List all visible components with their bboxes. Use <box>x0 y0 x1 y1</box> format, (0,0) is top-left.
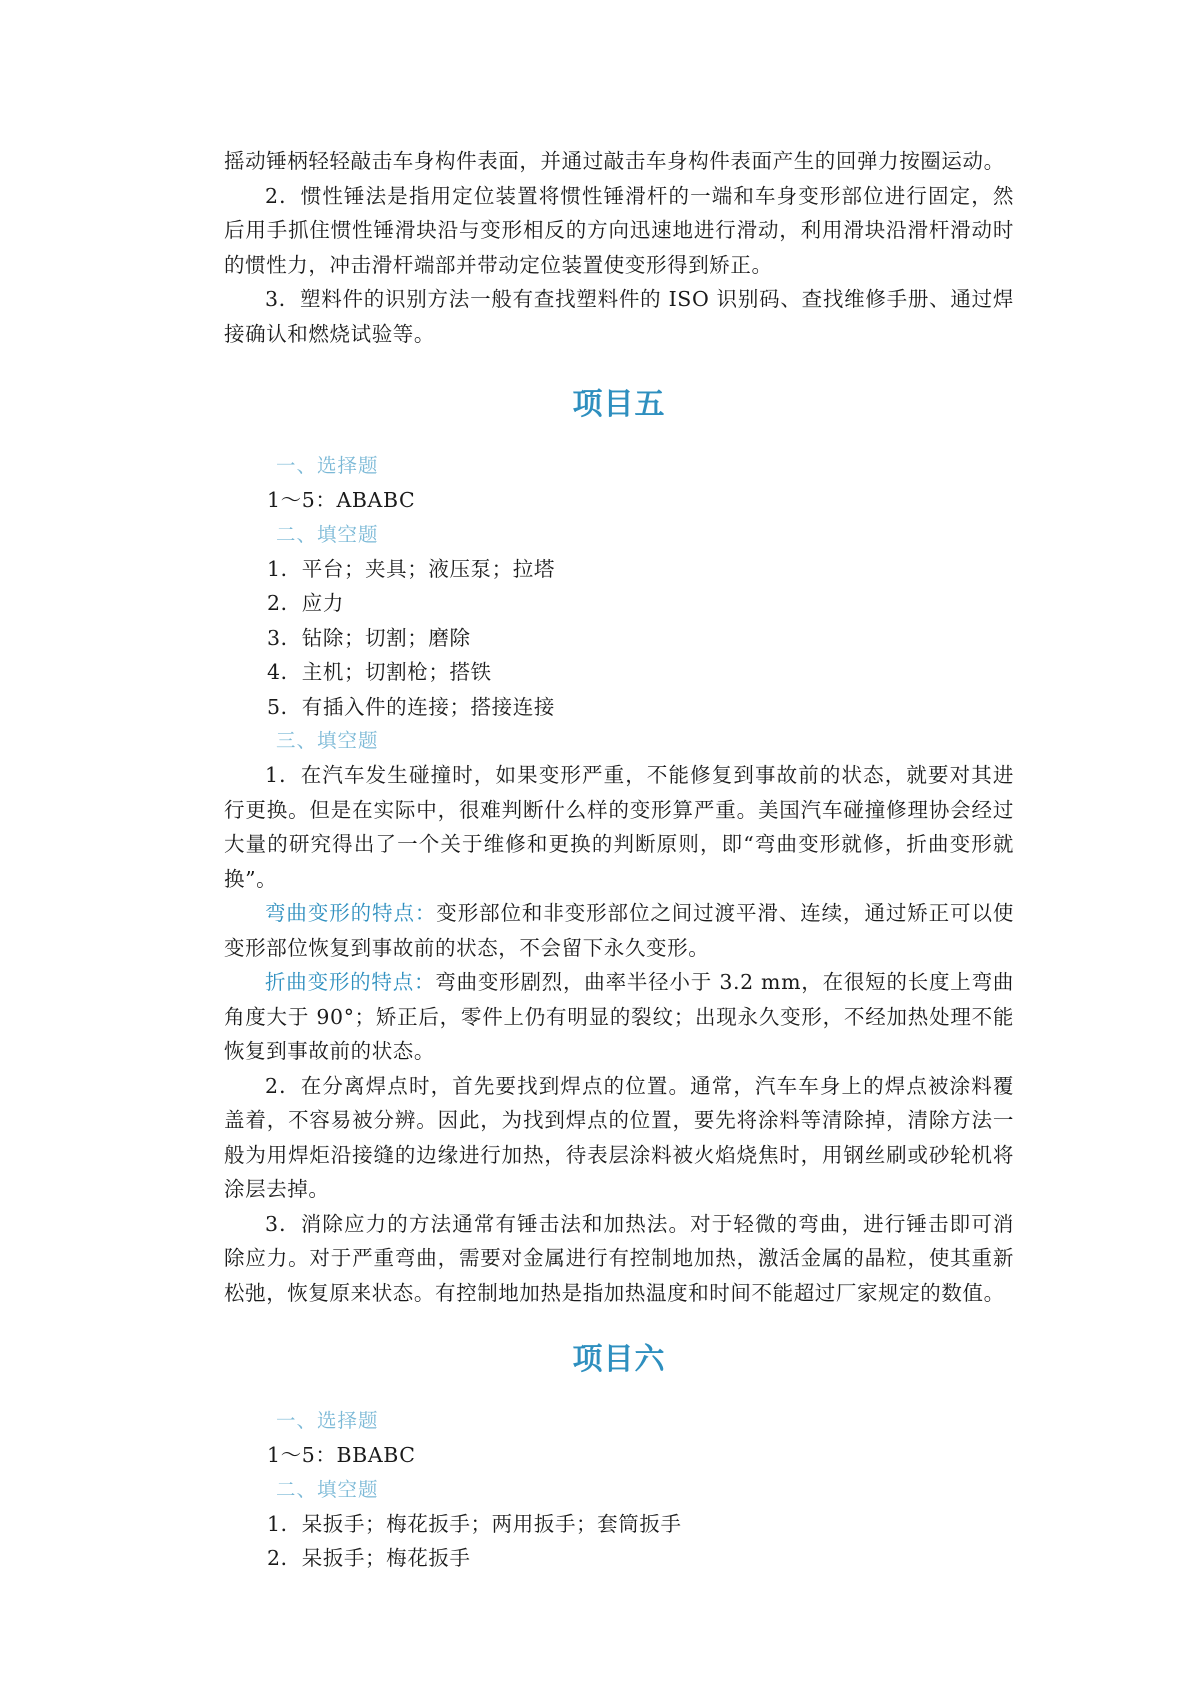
list-item: 2．呆扳手；梅花扳手 <box>267 1546 471 1570</box>
list-item: 1．呆扳手；梅花扳手；两用扳手；套筒扳手 <box>267 1511 682 1536</box>
project5-title: 项目五 <box>572 387 666 422</box>
paragraph-collision-principle: 1．在汽车发生碰撞时，如果变形严重，不能修复到事故前的状态，就要对其进行更换。但是在实际中，很难判断什么样的变形算严重。美国汽车碰撞修理协会经过大量的研究得出了一个关于维修和更换的判断原则，即“弯曲变形就修，折曲变形就换”。 <box>224 763 1014 891</box>
paragraph-continued: 摇动锤柄轻轻敲击车身构件表面，并通过敲击车身构件表面产生的回弹力按圈运动。 <box>224 149 1005 173</box>
paragraph-stress-relief: 3．消除应力的方法通常有锤击法和加热法。对于轻微的弯曲，进行锤击即可消除应力。对于严重弯曲，需要对金属进行有控制地加热，激活金属的晶粒，使其重新松弛，恢复原来状态。有控制地加热是指加热温度和时间不能超过厂家规定的数值。 <box>224 1211 1014 1305</box>
list-item: 5．有插入件的连接；搭接连接 <box>267 694 555 719</box>
fold-text: 弯曲变形剧烈，曲率半径小于 3.2 mm，在很短的长度上弯曲角度大于 90°；矫正后，零件上仍有明显的裂纹；出现永久变形，不经加热处理不能恢复到事故前的状态。 <box>224 970 1014 1063</box>
paragraph-plastic-identification: 3．塑料件的识别方法一般有查找塑料件的 ISO 识别码、查找维修手册、通过焊接确认和燃烧试验等。 <box>224 287 1014 346</box>
list-item: 2．应力 <box>267 591 344 615</box>
paragraph-inertia-hammer: 2．惯性锤法是指用定位装置将惯性锤滑杆的一端和车身变形部位进行固定，然后用手抓住惯性锤滑块沿与变形相反的方向迅速地进行滑动，利用滑块沿滑杆滑动时的惯性力，冲击滑杆端部并带动定位装置使变形得到矫正。 <box>224 183 1014 277</box>
page-content <box>224 144 1014 1576</box>
paragraph-fold-features <box>224 965 1014 1069</box>
project5-choice-answer: 1～5：ABABC <box>267 488 416 512</box>
project6-title: 项目六 <box>572 1342 666 1377</box>
bend-text: 变形部位和非变形部位之间过渡平滑、连续，通过矫正可以使变形部位恢复到事故前的状态，不会留下永久变形。 <box>224 901 1014 960</box>
project6-section-fill: 二、填空题 <box>276 1477 379 1501</box>
project6-choice-answer: 1～5：BBABC <box>267 1443 416 1467</box>
list-item: 3．钻除；切割；磨除 <box>267 625 471 650</box>
project6-section-choice: 一、选择题 <box>276 1409 379 1432</box>
paragraph-bend-features <box>224 896 1014 965</box>
list-item: 1．平台；夹具；液压泵；拉塔 <box>267 556 555 581</box>
project5-section-fill: 二、填空题 <box>276 522 379 546</box>
project5-section-choice: 一、选择题 <box>276 454 379 477</box>
bend-label: 弯曲变形的特点： <box>265 901 437 925</box>
project5-section-third: 三、填空题 <box>276 729 379 752</box>
fold-label: 折曲变形的特点： <box>265 970 436 994</box>
list-item: 4．主机；切割枪；搭铁 <box>267 660 492 684</box>
paragraph-spot-weld-separation: 2．在分离焊点时，首先要找到焊点的位置。通常，汽车车身上的焊点被涂料覆盖着，不容易被分辨。因此，为找到焊点的位置，要先将涂料等清除掉，清除方法一般为用焊炬沿接缝的边缘进行加热，待表层涂料被火焰烧焦时，用钢丝刷或砂轮机将涂层去掉。 <box>224 1073 1014 1201</box>
